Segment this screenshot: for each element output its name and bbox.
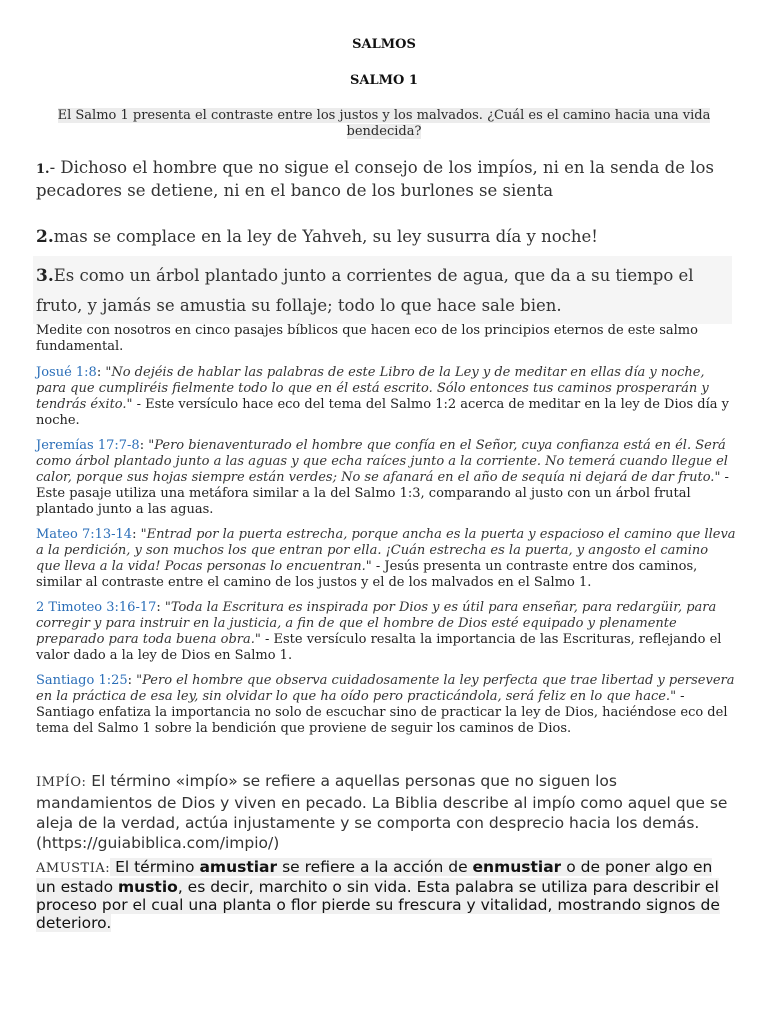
definition-text-part: o de poner algo en un estado [36, 858, 713, 896]
reference-comment: - Jesús presenta un contraste entre dos caminos, similar al contraste entre el camino de los justos y el de los malvados en el Salmo 1. [36, 559, 698, 590]
reference-quote: "Pero el hombre que observa cuidadosamente la ley perfecta que trae libertad y persevera en la práctica de esa ley, sin olvidar lo que ha oído pero practicándola, será feliz en lo que hace." [36, 673, 735, 704]
definition-text-part: El término [110, 858, 200, 876]
reference-colon: : [96, 365, 106, 380]
intro-text: El Salmo 1 presenta el contraste entre los justos y los malvados. ¿Cuál es el camino hacia una vida bendecida? [57, 108, 711, 139]
reference-quote: "No dejéis de hablar las palabras de este Libro de la Ley y de meditar en ellas día y noche, para que cumpliréis fielmente todo lo que en él está escrito. Sólo entonces tus caminos prosperarán y tendrás éxito." [36, 365, 709, 412]
bible-reference-link[interactable]: Santiago 1:25 [36, 673, 128, 688]
reference-paragraph [36, 438, 736, 518]
definition-impio [36, 771, 736, 853]
verse-text: Es como un árbol plantado junto a corrientes de agua, que da a su tiempo el fruto, y jamás se amustia su follaje; todo lo que hace sale bien. [36, 266, 694, 315]
reference-quote: "Entrad por la puerta estrecha, porque ancha es la puerta y espacioso el camino que lleva a la perdición, y son muchos los que entran por ella. ¡Cuán estrecha es la puerta, y angosto el camino que lleva a la vida! Pocas personas lo encuentran." [36, 527, 736, 574]
verse-text: mas se complace en la ley de Yahveh, su ley susurra día y noche! [53, 227, 598, 246]
reference-paragraph [36, 365, 736, 429]
definition-amustia [36, 858, 736, 932]
definition-term: IMPÍO: [36, 775, 87, 790]
bible-reference-link[interactable]: Jeremías 17:7-8 [36, 438, 140, 453]
bible-reference-link[interactable]: Mateo 7:13-14 [36, 527, 133, 542]
verse-number: 1. [36, 162, 50, 177]
verse-1 [36, 157, 736, 201]
reference-paragraph [36, 600, 736, 664]
verse-separator: - [49, 158, 61, 177]
verse-3 [33, 256, 732, 324]
bible-reference-link[interactable]: Josué 1:8 [36, 365, 97, 380]
reference-colon: : [127, 673, 137, 688]
definition-bold-term: mustio [118, 878, 178, 896]
intro-paragraph [48, 108, 720, 140]
definition-text: El término «impío» se refiere a aquellas personas que no siguen los mandamientos de Dios y viven en pecado. La Biblia describe al impío como aquel que se aleja de la verdad, actúa injustamente y se comporta con desprecio hacia los demás. (https://guiabiblica.com/impio/) [36, 772, 728, 852]
document-title: SALMOS [352, 37, 416, 52]
reference-comment: - Este versículo resalta la importancia de las Escrituras, reflejando el valor dado a la ley de Dios en Salmo 1. [36, 632, 722, 663]
verse-number: 2. [36, 227, 54, 247]
reference-quote: "Toda la Escritura es inspirada por Dios y es útil para enseñar, para redargüir, para corregir y para instruir en la justicia, a fin de que el hombre de Dios esté equipado y plenamente preparado para toda buena obra." [36, 600, 717, 647]
bible-reference-link[interactable]: 2 Timoteo 3:16-17 [36, 600, 157, 615]
reference-comment: - Santiago enfatiza la importancia no solo de escuchar sino de practicar la ley de Dios, haciéndose eco del tema del Salmo 1 sobre la bendición que proviene de seguir los caminos de Dios. [36, 689, 728, 736]
reference-paragraph [36, 673, 736, 737]
reference-paragraph [36, 527, 736, 591]
reference-comment: - Este versículo hace eco del tema del Salmo 1:2 acerca de meditar en la ley de Dios día y noche. [36, 397, 729, 428]
definition-bold-term: enmustiar [472, 858, 562, 876]
definition-text-part: , es decir, marchito o sin vida. Esta palabra se utiliza para describir el proceso por el cual una planta o flor pierde su frescura y vitalidad, mostrando signos de deterioro. [36, 878, 720, 932]
verse-2 [36, 226, 736, 248]
reference-colon: : [156, 600, 165, 615]
reference-quote: "Pero bienaventurado el hombre que confía en el Señor, cuya confianza está en él. Será como árbol plantado junto a las aguas y que echa raíces junto a la corriente. No temerá cuando llegue el calor, porque sus hojas siempre están verdes; No se afanará en el año de sequía ni dejará de dar fruto." [36, 438, 728, 485]
reference-colon: : [139, 438, 149, 453]
meditation-intro: Medite con nosotros en cinco pasajes bíblicos que hacen eco de los principios eternos de este salmo fundamental. [36, 323, 698, 354]
definition-text-part: se refiere a la acción de [277, 858, 473, 876]
verse-text: Dichoso el hombre que no sigue el consejo de los impíos, ni en la senda de los pecadores se detiene, ni en el banco de los burlones se sienta [36, 158, 714, 200]
definition-bold-term: amustiar [199, 858, 278, 876]
reference-comment: - Este pasaje utiliza una metáfora similar a la del Salmo 1:3, comparando al justo con un árbol frutal plantado junto a las aguas. [36, 470, 729, 517]
definition-term: AMUSTIA: [36, 861, 111, 876]
verse-number: 3. [36, 266, 54, 286]
psalm-heading: SALMO 1 [350, 73, 418, 88]
reference-colon: : [132, 527, 141, 542]
